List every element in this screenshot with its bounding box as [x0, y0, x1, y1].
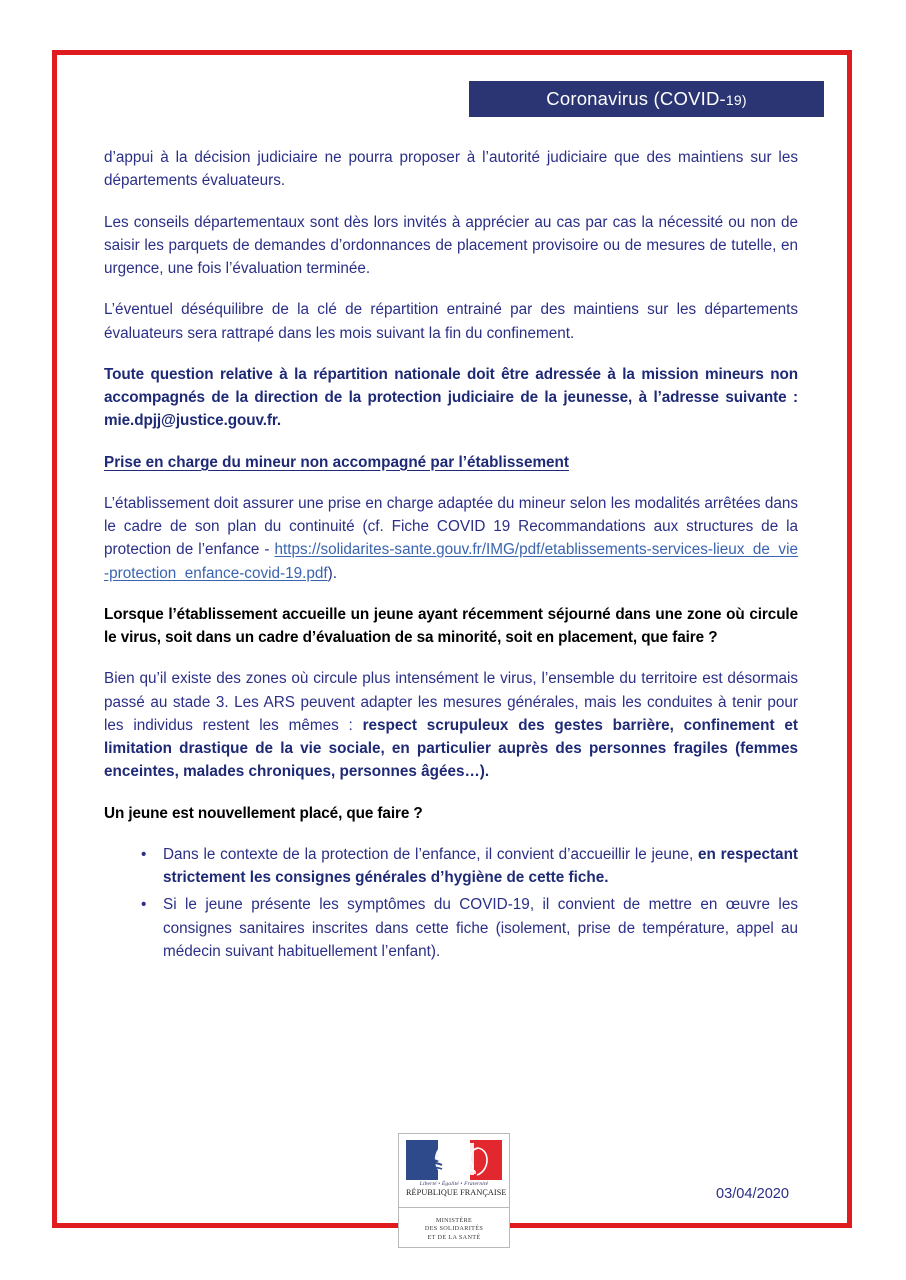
footer-date: 03/04/2020 — [716, 1186, 790, 1202]
paragraph-4-contact: Toute question relative à la répartition nationale doit être adressée à la mission mineurs non accompagnés de la direction de la protection judiciaire de la jeunesse, à l’adresse suivante : mie.dpjj@justice.gouv.fr. — [104, 365, 798, 430]
header-title-main: Coronavirus (COVID- — [546, 88, 726, 109]
paragraph-1: d’appui à la décision judiciaire ne pourra proposer à l’autorité judiciaire que des maintiens sur les départements évaluateurs. — [104, 149, 798, 190]
logo-devise: Liberté • Égalité • Fraternité — [419, 1181, 489, 1187]
paragraph-6 — [104, 667, 798, 783]
question-2: Un jeune est nouvellement placé, que faire ? — [104, 804, 423, 822]
bullet-2-regular: Si le jeune présente les symptômes du COVID-19, il convient de mettre en œuvre les consignes sanitaires inscrites dans cette fiche (isolement, prise de température, appel au médecin suivant habituellement l’enfant). — [163, 896, 798, 960]
french-flag-marianne-icon — [406, 1140, 502, 1180]
paragraph-5-text-after: ). — [327, 564, 338, 582]
bullet-1-tail: . — [604, 869, 609, 886]
paragraph-6-regular: Bien qu’il existe des zones où circule plus intensément le virus, l’ensemble du territoire est désormais passé au stade 3. Les ARS peuvent adapter les mesures générales, mais les conduites à tenir pour les individus restent les mêmes : — [104, 670, 798, 734]
bullet-1-regular: Dans le contexte de la protection de l’enfance, il convient d’accueillir le jeune, — [163, 845, 698, 863]
republique-francaise-logo — [398, 1133, 510, 1248]
header-title — [546, 88, 746, 110]
list-item — [104, 893, 798, 963]
bullet-list — [104, 843, 798, 963]
bullet-icon: • — [141, 896, 147, 914]
list-item — [104, 843, 798, 890]
question-1: Lorsque l’établissement accueille un jeune ayant récemment séjourné dans une zone où circule le virus, soit dans un cadre d’évaluation de sa minorité, soit en placement, que faire ? — [104, 605, 798, 646]
protection-enfance-pdf-link[interactable]: https://solidarites-sante.gouv.fr/IMG/pdf/etablissements-services-lieux_de_vie-protection_enfance-covid-19.pdf — [104, 541, 798, 582]
paragraph-3: L’éventuel déséquilibre de la clé de répartition entrainé par des maintiens sur les départements évaluateurs sera rattrapé dans les mois suivant la fin du confinement. — [104, 301, 798, 342]
header-title-suffix: 19) — [725, 92, 747, 108]
bullet-1-bold: en respectant strictement les consignes générales d’hygiène de cette fiche — [163, 845, 799, 886]
header-banner — [469, 81, 824, 117]
ministry-line-1: MINISTÈRE — [435, 1216, 473, 1224]
document-body — [104, 146, 798, 967]
paragraph-6-bold: respect scrupuleux des gestes barrière, confinement et limitation drastique de la vie sociale, en particulier auprès des personnes fragiles (femmes enceintes, malades chroniques, personnes âgées…). — [104, 716, 799, 781]
paragraph-2: Les conseils départementaux sont dès lors invités à apprécier au cas par cas la nécessité ou non de saisir les parquets de demandes d’ordonnances de placement provisoire ou de mesures de tutelle, en urgence, une fois l’évaluation terminée. — [104, 213, 798, 277]
ministry-line-2: DES SOLIDARITÉS — [424, 1225, 484, 1233]
section-heading-prise-en-charge: Prise en charge du mineur non accompagné par l’établissement — [104, 453, 569, 471]
bullet-icon: • — [141, 845, 147, 863]
logo-republique-francaise: RÉPUBLIQUE FRANÇAISE — [406, 1188, 507, 1197]
logo-ministry-block — [399, 1208, 509, 1249]
paragraph-5 — [104, 492, 798, 585]
paragraph-5-text-before: L’établissement doit assurer une prise en charge adaptée du mineur selon les modalités arrêtées dans le cadre de son plan du continuité (cf. Fiche COVID 19 Recommandations aux structures de la protection de l’enfance - — [104, 494, 798, 559]
ministry-line-3: ET DE LA SANTÉ — [427, 1233, 481, 1241]
logo-upper-block — [399, 1134, 509, 1208]
